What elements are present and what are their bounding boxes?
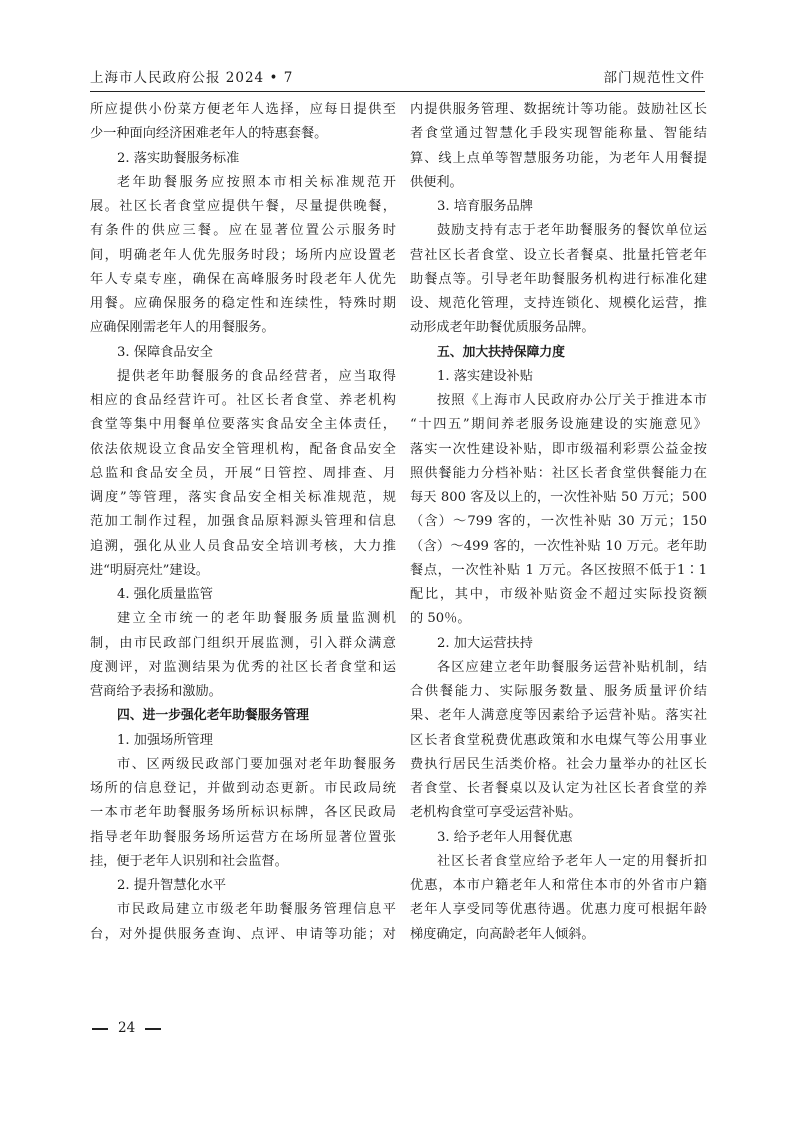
body-line: 台，对外提供服务查询、点评、申请等功能；对 [90, 926, 396, 942]
body-line: 果、老年人满意度等因素给予运营补贴。落实社 [410, 708, 707, 724]
subsection-heading: 2. 加大运营扶持 [437, 635, 533, 651]
body-line: 每天 800 客及以上的，一次性补贴 50 万元；500 [410, 490, 707, 505]
paragraph-end-line: 梯度确定，向高龄老年人倾斜。 [410, 926, 595, 942]
body-line: 间，明确老年人优先服务时段；场所内应设置老 [90, 247, 396, 263]
body-line: “十四五”期间养老服务设施建设的实施意见》 [410, 417, 707, 433]
body-line: 相应的食品经营许可。社区长者食堂、养老机构 [90, 393, 396, 408]
section-heading: 五、加大扶持保障力度 [437, 344, 565, 360]
body-line: 制，由市民政部门组织开展监测，引入群众满意 [90, 635, 396, 651]
paragraph-start-line: 鼓励支持有志于老年助餐服务的餐饮单位运 [437, 223, 707, 239]
body-line: 年人专桌专座，确保在高峰服务时段老年人优先 [90, 271, 396, 287]
subsection-heading: 3. 保障食品安全 [117, 344, 213, 360]
paragraph-end-line: 少一种面向经济困难老年人的特惠套餐。 [90, 126, 328, 142]
right-column [410, 98, 707, 947]
subsection-heading: 4. 强化质量监管 [117, 587, 213, 602]
body-line: 范加工制作过程，加强食品原料源头管理和信息 [90, 514, 396, 530]
page-dash-right [145, 1028, 161, 1030]
paragraph-start-line: 市、区两级民政部门要加强对老年助餐服务 [117, 756, 396, 772]
body-line: 所应提供小份菜方便老年人选择，应每日提供至 [90, 102, 396, 117]
paragraph-end-line: 进“明厨亮灶”建设。 [90, 562, 209, 578]
body-line: 区长者食堂税费优惠政策和水电煤气等公用事业 [410, 732, 707, 748]
subsection-heading: 1. 落实建设补贴 [437, 368, 533, 384]
paragraph-start-line: 老年助餐服务应按照本市相关标准规范开 [117, 174, 396, 190]
publication-title: 上海市人民政府公报 2024 • 7 [90, 70, 294, 86]
body-line: 照供餐能力分档补贴：社区长者食堂供餐能力在 [410, 465, 707, 481]
body-line: 者食堂、长者餐桌以及认定为社区长者食堂的养 [410, 781, 707, 796]
paragraph-start-line: 各区应建立老年助餐服务运营补贴机制，结 [437, 659, 707, 675]
body-line: 调度”等管理，落实食品安全相关标准规范，规 [90, 490, 396, 505]
body-line: 依法依规设立食品安全管理机构，配备食品安全 [90, 441, 396, 457]
subsection-heading: 3. 给予老年人用餐优惠 [437, 829, 573, 845]
body-line: 指导老年助餐服务场所运营方在场所显著位置张 [90, 829, 396, 845]
body-line: 内提供服务管理、数据统计等功能。鼓励社区长 [410, 102, 707, 117]
body-line: 算、线上点单等智慧服务功能，为老年人用餐提 [410, 150, 707, 166]
body-line: 合供餐能力、实际服务数量、服务质量评价结 [410, 684, 707, 699]
section-heading: 四、进一步强化老年助餐服务管理 [117, 708, 309, 724]
body-line: 优惠，本市户籍老年人和常住本市的外省市户籍 [410, 878, 707, 893]
body-line: 设、规范化管理，支持连锁化、规模化运营，推 [410, 296, 707, 311]
body-line: 场所的信息登记，并做到动态更新。市民政局统 [90, 781, 396, 796]
paragraph-start-line: 建立全市统一的老年助餐服务质量监测机 [117, 611, 396, 627]
body-line: 配比，其中，市级补贴资金不超过实际投资额 [410, 587, 707, 602]
running-header [90, 66, 705, 86]
header-rule [90, 91, 705, 92]
body-line: 一本市老年助餐服务场所标识标牌，各区民政局 [90, 805, 396, 821]
subsection-heading: 2. 落实助餐服务标准 [117, 150, 240, 166]
body-line: 追溯，强化从业人员食品安全培训考核，大力推 [90, 538, 396, 554]
body-line: 用餐。应确保服务的稳定性和连续性，特殊时期 [90, 296, 396, 311]
body-line: 度测评，对监测结果为优秀的社区长者食堂和运 [90, 659, 396, 675]
body-line: 有条件的供应三餐。应在显著位置公示服务时 [90, 223, 396, 239]
body-line: （含）～799 客的，一次性补贴 30 万元；150 [410, 514, 707, 530]
body-line: 落实一次性建设补贴，即市级福利彩票公益金按 [410, 441, 707, 457]
paragraph-end-line: 老机构食堂可享受运营补贴。 [410, 805, 582, 821]
paragraph-end-line: 供便利。 [410, 174, 463, 190]
page-number-value: 24 [118, 1020, 136, 1036]
paragraph-start-line: 市民政局建立市级老年助餐服务管理信息平 [117, 902, 396, 918]
paragraph-end-line: 应确保刚需老年人的用餐服务。 [90, 320, 275, 336]
body-line: 费执行居民生活类价格。社会力量举办的社区长 [410, 756, 707, 772]
paragraph-end-line: 的 50％。 [410, 611, 471, 627]
body-line: 助餐点等。引导老年助餐服务机构进行标准化建 [410, 271, 707, 287]
paragraph-start-line: 按照《上海市人民政府办公厅关于推进本市 [437, 393, 707, 408]
body-line: （含）～499 客的，一次性补贴 10 万元。老年助 [410, 538, 707, 554]
subsection-heading: 3. 培育服务品牌 [437, 199, 533, 214]
paragraph-end-line: 挂，便于老年人识别和社会监督。 [90, 853, 288, 869]
paragraph-start-line: 社区长者食堂应给予老年人一定的用餐折扣 [437, 853, 707, 869]
subsection-heading: 2. 提升智慧化水平 [117, 878, 227, 893]
page-number [92, 1020, 161, 1036]
body-line: 营社区长者食堂、设立长者餐桌、批量托管老年 [410, 247, 707, 263]
body-line: 展。社区长者食堂应提供午餐，尽量提供晚餐， [90, 199, 396, 214]
paragraph-start-line: 提供老年助餐服务的食品经营者，应当取得 [117, 368, 396, 384]
body-line: 餐点，一次性补贴 1 万元。各区按照不低于1∶1 [410, 562, 707, 578]
body-line: 总监和食品安全员，开展“日管控、周排查、月 [90, 465, 396, 481]
left-column [90, 98, 396, 947]
subsection-heading: 1. 加强场所管理 [117, 732, 213, 748]
body-line: 者食堂通过智慧化手段实现智能称量、智能结 [410, 126, 707, 142]
section-title: 部门规范性文件 [603, 70, 705, 86]
body-line: 老年人享受同等优惠待遇。优惠力度可根据年龄 [410, 902, 707, 918]
page-dash-left [92, 1028, 108, 1030]
body-line: 食堂等集中用餐单位要落实食品安全主体责任， [90, 417, 396, 433]
paragraph-end-line: 动形成老年助餐优质服务品牌。 [410, 320, 595, 336]
paragraph-end-line: 营商给予表扬和激励。 [90, 684, 222, 699]
